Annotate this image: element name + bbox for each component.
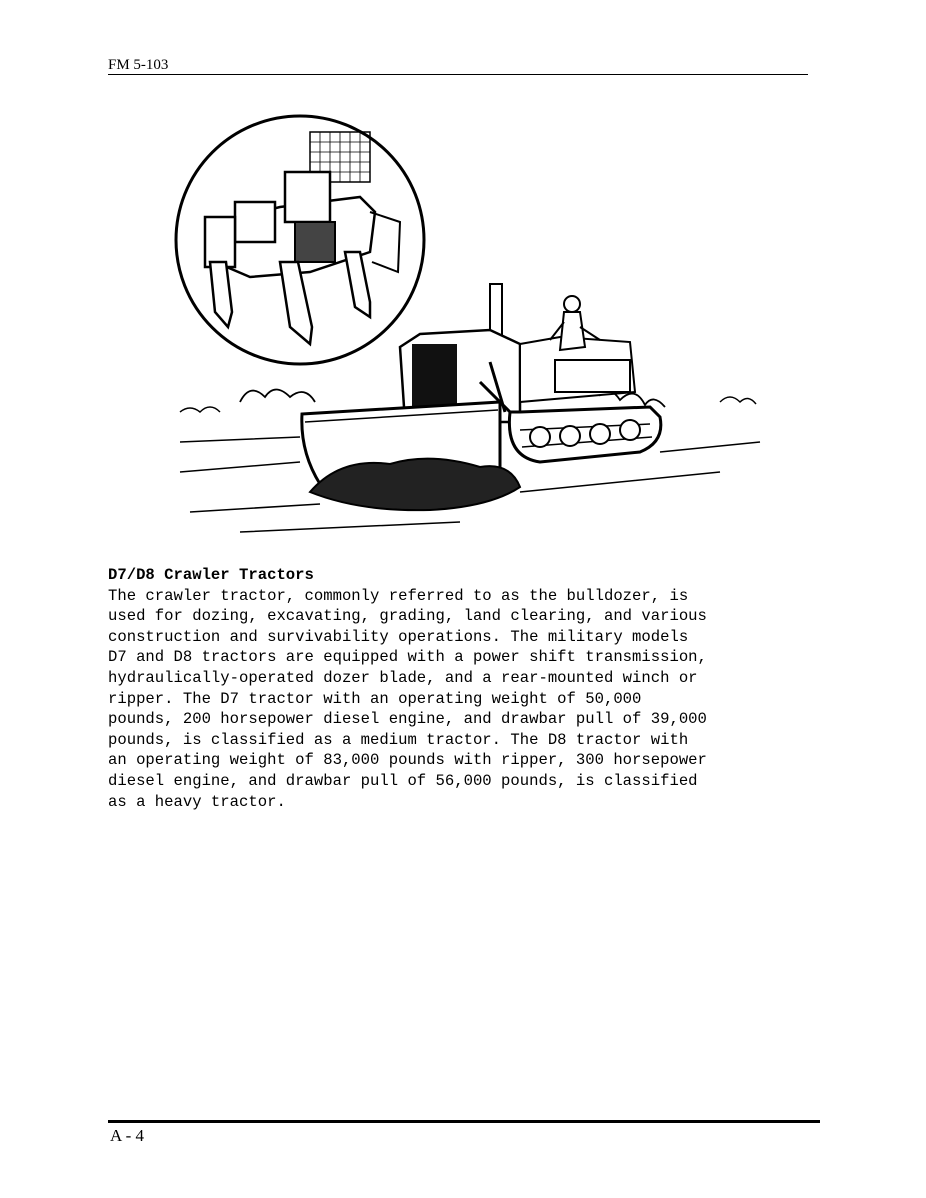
running-header: [108, 56, 808, 75]
section-body: The crawler tractor, commonly referred to as the bulldozer, is used for dozing, excavating, grading, land clearing, and various construction and survivability operations. The military models D7 and D8 tractors are equipped with a power shift transmission, hydraulically-operated dozer blade, and a rear-mounted winch or ripper. The D7 tractor with an operating weight of 50,000 pounds, 200 horsepower diesel engine, and drawbar pull of 39,000 pounds, is classified as a medium tractor. The D8 tractor with an operating weight of 83,000 pounds with ripper, 300 horsepower diesel engine, and drawbar pull of 56,000 pounds, is classified as a heavy tractor.: [108, 586, 707, 811]
tractor-description: [108, 565, 818, 812]
bulldozer-illustration: [160, 112, 780, 542]
doc-id: FM 5-103: [108, 57, 169, 73]
page-number: A - 4: [110, 1126, 144, 1145]
ripper-inset: [176, 116, 424, 364]
bulldozer-icon: [160, 112, 780, 542]
section-heading: D7/D8 Crawler Tractors: [108, 566, 314, 584]
footer-rule: [108, 1120, 820, 1123]
